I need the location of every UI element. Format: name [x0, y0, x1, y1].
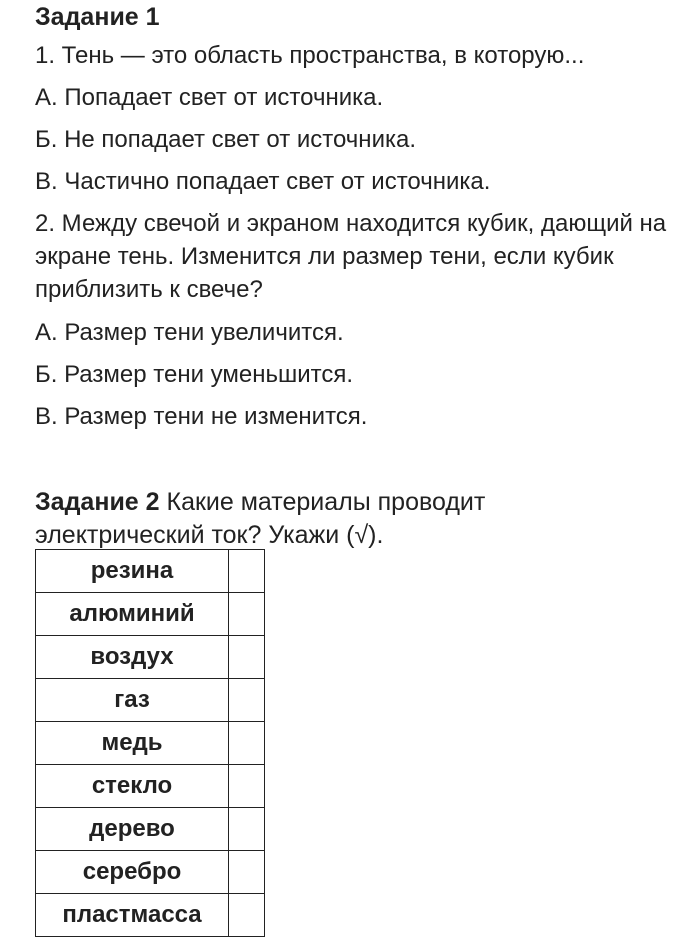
- q2-option-a: А. Размер тени увеличится.: [35, 319, 344, 346]
- q1-option-a: А. Попадает свет от источника.: [35, 84, 384, 111]
- table-row: [36, 679, 265, 722]
- check-cell[interactable]: [229, 765, 265, 808]
- material-name: серебро: [36, 851, 229, 894]
- material-name: дерево: [36, 808, 229, 851]
- task1-title: Задание 1: [35, 3, 160, 31]
- check-cell[interactable]: [229, 679, 265, 722]
- worksheet: [35, 0, 685, 552]
- material-name: медь: [36, 722, 229, 765]
- table-row: [36, 894, 265, 937]
- material-name: алюминий: [36, 593, 229, 636]
- q2-option-c: В. Размер тени не изменится.: [35, 403, 368, 430]
- table-row: [36, 851, 265, 894]
- q1-option-b: Б. Не попадает свет от источника.: [35, 126, 417, 153]
- material-name: воздух: [36, 636, 229, 679]
- materials-table: [35, 549, 265, 937]
- table-row: [36, 722, 265, 765]
- check-cell[interactable]: [229, 722, 265, 765]
- task2-title: Задание 2: [35, 488, 160, 516]
- table-row: [36, 765, 265, 808]
- q1-option-c: В. Частично попадает свет от источника.: [35, 168, 491, 195]
- material-name: резина: [36, 550, 229, 593]
- check-cell[interactable]: [229, 593, 265, 636]
- check-cell[interactable]: [229, 636, 265, 679]
- material-name: стекло: [36, 765, 229, 808]
- table-row: [36, 550, 265, 593]
- material-name: газ: [36, 679, 229, 722]
- check-cell[interactable]: [229, 808, 265, 851]
- check-cell[interactable]: [229, 851, 265, 894]
- table-row: [36, 593, 265, 636]
- question-2: 2. Между свечой и экраном находится кубик, дающий на экране тень. Изменится ли размер тени, если кубик приблизить к свече?: [35, 210, 667, 303]
- check-cell[interactable]: [229, 550, 265, 593]
- material-name: пластмасса: [36, 894, 229, 937]
- table-row: [36, 636, 265, 679]
- table-row: [36, 808, 265, 851]
- task2-question: Какие материалы проводит электрический ток? Укажи (√).: [35, 488, 486, 549]
- question-1: 1. Тень — это область пространства, в которую...: [35, 42, 585, 69]
- check-cell[interactable]: [229, 894, 265, 937]
- q2-option-b: Б. Размер тени уменьшится.: [35, 361, 354, 388]
- task2-prompt: [35, 486, 635, 552]
